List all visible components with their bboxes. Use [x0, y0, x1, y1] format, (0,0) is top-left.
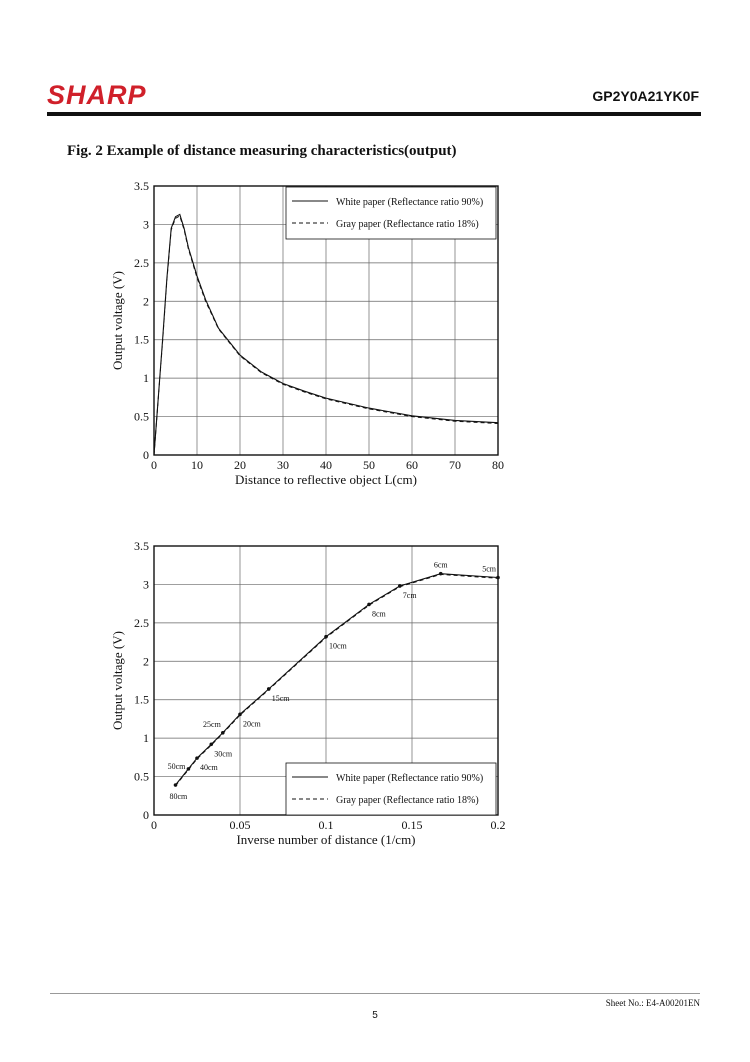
x-tick-label: 0 — [151, 458, 157, 472]
legend-box — [286, 187, 496, 239]
data-point — [195, 756, 199, 760]
y-tick-label: 1.5 — [134, 332, 149, 347]
x-axis-label: Inverse number of distance (1/cm) — [236, 832, 416, 847]
legend-entry: Gray paper (Reflectance ratio 18%) — [336, 219, 479, 230]
y-tick-label: 1 — [143, 371, 149, 386]
data-point — [209, 742, 213, 746]
data-point — [267, 687, 271, 691]
y-axis-label: Output voltage (V) — [110, 271, 125, 370]
x-tick-label: 30 — [277, 458, 289, 472]
y-tick-label: 0.5 — [134, 409, 149, 424]
data-point — [398, 584, 402, 588]
data-point — [221, 731, 225, 735]
point-label: 20cm — [243, 719, 261, 729]
footer-rule — [50, 993, 700, 994]
data-point — [238, 713, 242, 717]
data-point — [174, 783, 178, 787]
x-tick-label: 70 — [449, 458, 461, 472]
x-tick-label: 20 — [234, 458, 246, 472]
header-rule — [47, 112, 701, 116]
x-tick-label: 10 — [191, 458, 203, 472]
legend-entry: White paper (Reflectance ratio 90%) — [336, 197, 484, 208]
legend-entry: Gray paper (Reflectance ratio 18%) — [336, 795, 479, 806]
data-point — [367, 603, 371, 607]
point-label: 8cm — [372, 609, 386, 619]
point-label: 10cm — [329, 641, 347, 651]
page-number: 5 — [372, 1010, 378, 1021]
y-tick-label: 2 — [143, 654, 149, 669]
point-label: 6cm — [433, 560, 448, 570]
x-tick-label: 0.1 — [318, 818, 334, 832]
x-tick-label: 0.2 — [490, 818, 506, 832]
sharp-logo: SHARP — [47, 80, 147, 110]
y-axis-label: Output voltage (V) — [110, 631, 125, 730]
part-number: GP2Y0A21YK0F — [592, 88, 699, 104]
y-tick-label: 1 — [143, 731, 149, 746]
data-point — [439, 572, 443, 576]
x-tick-label: 0.15 — [401, 818, 423, 832]
point-label: 40cm — [200, 763, 218, 773]
legend-box — [286, 763, 496, 815]
y-tick-label: 1.5 — [134, 692, 149, 707]
inverse-distance-chart — [0, 530, 750, 860]
y-tick-label: 3 — [143, 577, 149, 592]
data-point — [496, 576, 500, 580]
distance-chart — [0, 170, 750, 500]
x-tick-label: 40 — [320, 458, 332, 472]
x-tick-label: 60 — [406, 458, 418, 472]
x-axis-label: Distance to reflective object L(cm) — [235, 472, 417, 487]
legend-entry: White paper (Reflectance ratio 90%) — [336, 773, 484, 784]
y-tick-label: 3.5 — [134, 179, 149, 193]
y-tick-label: 2.5 — [134, 255, 149, 270]
x-tick-label: 50 — [363, 458, 375, 472]
point-label: 80cm — [169, 792, 188, 802]
point-label: 25cm — [203, 719, 221, 729]
figure-title: Fig. 2 Example of distance measuring characteristics(output) — [67, 143, 457, 159]
x-tick-label: 80 — [492, 458, 504, 472]
y-tick-label: 0 — [143, 448, 149, 462]
y-tick-label: 2.5 — [134, 615, 149, 630]
point-label: 30cm — [214, 749, 233, 759]
y-tick-label: 3 — [143, 217, 149, 232]
x-tick-label: 0 — [151, 818, 157, 832]
y-tick-label: 0.5 — [134, 769, 149, 784]
y-tick-label: 0 — [143, 808, 149, 822]
point-label: 7cm — [402, 590, 417, 600]
data-point — [324, 635, 328, 639]
point-label: 50cm — [167, 761, 186, 771]
x-tick-label: 0.05 — [229, 818, 251, 832]
y-tick-label: 2 — [143, 294, 149, 309]
data-point — [187, 767, 191, 771]
point-label: 15cm — [271, 693, 290, 703]
sheet-number: Sheet No.: E4-A00201EN — [605, 998, 700, 1008]
y-tick-label: 3.5 — [134, 539, 149, 553]
point-label: 5cm — [482, 564, 496, 574]
